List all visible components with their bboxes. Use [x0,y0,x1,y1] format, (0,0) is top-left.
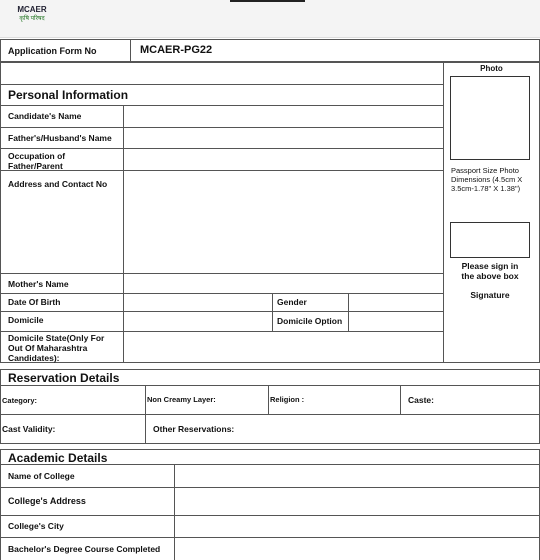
cast-validity-label: Cast Validity: [2,424,56,434]
application-form-no-label: Application Form No [8,46,97,56]
domicile-state-field[interactable] [124,332,442,362]
bachelor-course-field[interactable] [175,538,539,559]
gender-label: Gender [277,297,307,307]
divider [0,385,540,386]
dob-field[interactable] [124,294,272,311]
signature-label: Signature [470,290,510,300]
signature-box [450,222,530,258]
divider [268,385,269,414]
candidate-name-field[interactable] [124,106,442,127]
non-creamy-label: Non Creamy Layer: [147,395,216,404]
other-reservations-label: Other Reservations: [153,424,235,434]
college-name-field[interactable] [175,465,539,487]
divider [145,385,146,414]
header-bar-mark [230,0,305,2]
photo-caption: Passport Size Photo Dimensions (4.5cm X 3.5cm-1.78" X 1.38") [451,166,523,193]
divider [400,385,401,414]
reservation-title: Reservation Details [8,371,120,385]
sign-instruction: Please sign in the above box [461,261,519,281]
occupation-field[interactable] [124,149,442,170]
personal-info-title: Personal Information [8,88,129,102]
address-label: Address and Contact No [8,179,108,189]
college-city-label: College's City [8,521,64,531]
photo-title: Photo [480,64,503,73]
college-name-label: Name of College [8,471,75,481]
college-city-field[interactable] [175,516,539,537]
photo-column-divider [443,62,444,363]
occupation-label: Occupation of Father/Parent [8,151,66,171]
divider [272,293,273,331]
divider [0,84,443,85]
gender-field[interactable] [349,294,442,311]
domicile-label: Domicile [8,315,44,325]
bachelor-course-label: Bachelor's Degree Course Completed [8,544,161,554]
domicile-option-field[interactable] [349,312,442,331]
father-name-field[interactable] [124,128,442,148]
domicile-state-label: Domicile State(Only For Out Of Maharashtra Candidates): [8,333,105,363]
photo-box [450,76,530,160]
mother-name-label: Mother's Name [8,279,69,289]
mother-name-field[interactable] [124,274,442,293]
dob-label: Date Of Birth [8,297,61,307]
page-header [0,0,540,38]
category-label: Category: [2,396,38,405]
divider [145,414,146,444]
divider [0,414,540,415]
candidate-name-label: Candidate's Name [8,111,82,121]
domicile-option-label: Domicile Option [277,316,343,326]
mcaer-logo [12,5,52,31]
college-address-field[interactable] [175,488,539,515]
religion-label: Religion : [270,395,305,404]
address-field[interactable] [124,171,442,273]
logo-text: MCAER [17,5,47,14]
caste-label: Caste: [408,395,434,405]
logo-subtext: कृषि परिषद [19,16,45,22]
domicile-field[interactable] [124,312,272,331]
divider [130,39,131,62]
college-address-label: College's Address [8,496,86,506]
academic-title: Academic Details [8,451,108,465]
application-form-no-value: MCAER-PG22 [140,44,213,56]
father-name-label: Father's/Husband's Name [8,133,112,143]
